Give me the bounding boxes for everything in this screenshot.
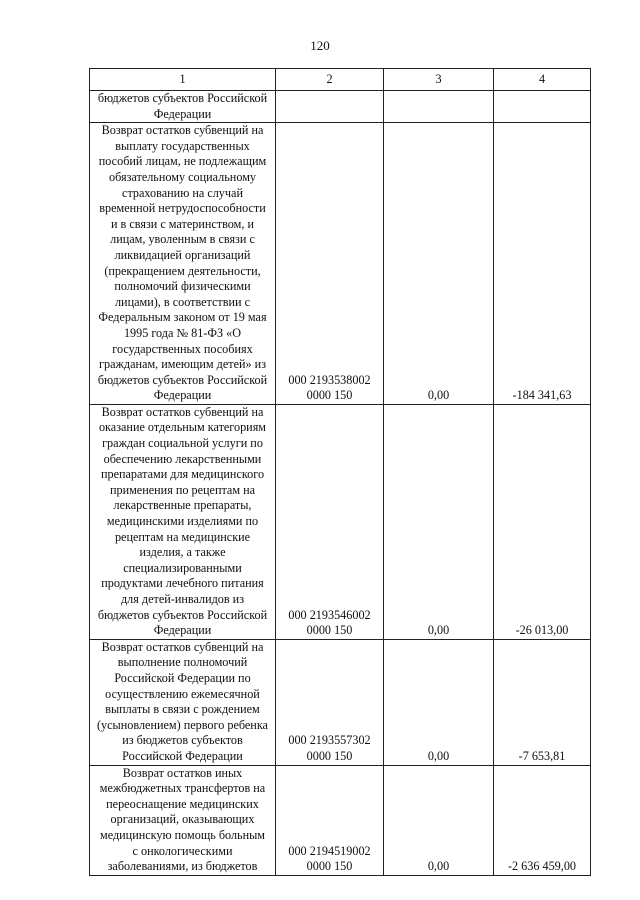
description-line: граждан социальной услуги по (102, 436, 263, 451)
description-line: Возврат остатков субвенций на (101, 404, 264, 419)
value-col3: 0,00 (427, 388, 450, 403)
table-header (90, 69, 591, 91)
description-line: специализированными (123, 560, 242, 575)
column-header-2: 2 (276, 69, 384, 91)
description-line: и в связи с материнством, и (110, 216, 254, 231)
row-value-col3 (384, 639, 494, 765)
description-line: выплату государственных (115, 138, 250, 153)
description-line: Возврат остатков субвенций на (101, 123, 264, 138)
description-line: с онкологическими (132, 843, 233, 858)
description-line: осуществлению ежемесячной (105, 686, 260, 701)
description-line: оказание отдельным категориям (98, 420, 267, 435)
description-line: межбюджетных трансфертов на (99, 781, 266, 796)
row-value-col3 (384, 91, 494, 123)
description-line: изделия, а также (139, 545, 226, 560)
table-row (90, 91, 591, 123)
row-value-col4 (494, 639, 591, 765)
description-line: гражданам, имеющим детей» из (98, 357, 267, 372)
row-code (276, 765, 384, 875)
value-col4: -184 341,63 (512, 388, 572, 403)
description-line: организаций, оказывающих (110, 812, 255, 827)
row-value-col3 (384, 123, 494, 405)
code-line: 0000 150 (306, 388, 353, 403)
description-line: временной нетрудоспособности (99, 201, 266, 216)
table-row (90, 404, 591, 639)
description-line: обеспечению лекарственными (103, 451, 262, 466)
row-code (276, 91, 384, 123)
row-code (276, 123, 384, 405)
description-line: выплаты в связи с рождением (105, 702, 260, 717)
page-number: 120 (310, 38, 330, 53)
value-col3: 0,00 (427, 623, 450, 638)
row-value-col3 (384, 765, 494, 875)
description-line: Российской Федерации по (114, 670, 251, 685)
description-line: продуктами лечебного питания (101, 576, 264, 591)
description-line: (усыновлением) первого ребенка (97, 717, 268, 732)
description-line: бюджетов субъектов Российской (97, 372, 268, 387)
code-line: 0000 150 (306, 748, 353, 763)
value-col3: 0,00 (427, 748, 450, 763)
description-line: переоснащение медицинских (106, 796, 259, 811)
description-line: Федерации (153, 388, 212, 403)
description-line: препаратами для медицинского (100, 467, 265, 482)
description-line: ликвидацией организаций (114, 247, 251, 262)
description-line: для детей-инвалидов из (120, 592, 245, 606)
description-line: применения по рецептам на (109, 482, 256, 497)
description-line: (прекращением деятельности, (104, 263, 261, 278)
table-row (90, 765, 591, 875)
row-code (276, 639, 384, 765)
row-value-col3 (384, 404, 494, 639)
row-value-col4 (494, 404, 591, 639)
row-value-col4 (494, 91, 591, 123)
row-value-col4 (494, 123, 591, 405)
description-line: государственных пособиях (112, 341, 253, 356)
table-row (90, 123, 591, 405)
description-line: лекарственные препараты, (113, 498, 252, 513)
code-line: 000 2194519002 (288, 843, 371, 858)
description-line: Федерации (153, 623, 212, 638)
code-line: 000 2193546002 (288, 607, 371, 622)
header-row (90, 69, 591, 91)
row-value-col4 (494, 765, 591, 875)
value-col3: 0,00 (427, 859, 450, 874)
description-line: бюджетов субъектов Российской (97, 91, 268, 105)
description-line: заболеваниями, из бюджетов (107, 859, 258, 874)
table-body (90, 91, 591, 876)
description-line: рецептам на медицинские (114, 529, 251, 544)
description-line: медицинскими изделиями по (106, 514, 259, 529)
description-line: Федеральным законом от 19 мая (98, 310, 267, 325)
description-line: Федерации (153, 106, 212, 121)
description-line: пособий лицам, не подлежащим (98, 154, 267, 169)
code-line: 000 2193538002 (288, 372, 371, 387)
column-header-1: 1 (90, 69, 276, 91)
description-line: лицам, уволенным в связи с (110, 232, 255, 247)
description-line: из бюджетов субъектов (122, 733, 243, 748)
row-description (90, 765, 276, 875)
table-row (90, 639, 591, 765)
row-description (90, 91, 276, 123)
row-description (90, 123, 276, 405)
description-line: обязательному социальному (108, 169, 256, 184)
description-line: Возврат остатков иных (122, 765, 243, 780)
description-line: выполнение полномочий (117, 655, 248, 670)
description-line: Российской Федерации (122, 748, 243, 763)
description-line: лицами), в соответствии с (114, 294, 251, 309)
budget-table (89, 68, 591, 876)
description-line: страхованию на случай (122, 185, 243, 200)
row-description (90, 639, 276, 765)
value-col4: -2 636 459,00 (507, 859, 577, 874)
row-code (276, 404, 384, 639)
value-col4: -26 013,00 (515, 623, 569, 638)
description-line: полномочий физическими (114, 279, 251, 294)
description-line: Возврат остатков субвенций на (101, 639, 264, 654)
column-header-3: 3 (384, 69, 494, 91)
code-line: 000 2193557302 (288, 733, 371, 748)
value-col4: -7 653,81 (518, 748, 566, 763)
row-description (90, 404, 276, 639)
description-line: медицинскую помощь больным (99, 827, 266, 842)
code-line: 0000 150 (306, 859, 353, 874)
description-line: бюджетов субъектов Российской (97, 607, 268, 622)
column-header-4: 4 (494, 69, 591, 91)
description-line: 1995 года № 81-ФЗ «О (123, 325, 242, 340)
code-line: 0000 150 (306, 623, 353, 638)
